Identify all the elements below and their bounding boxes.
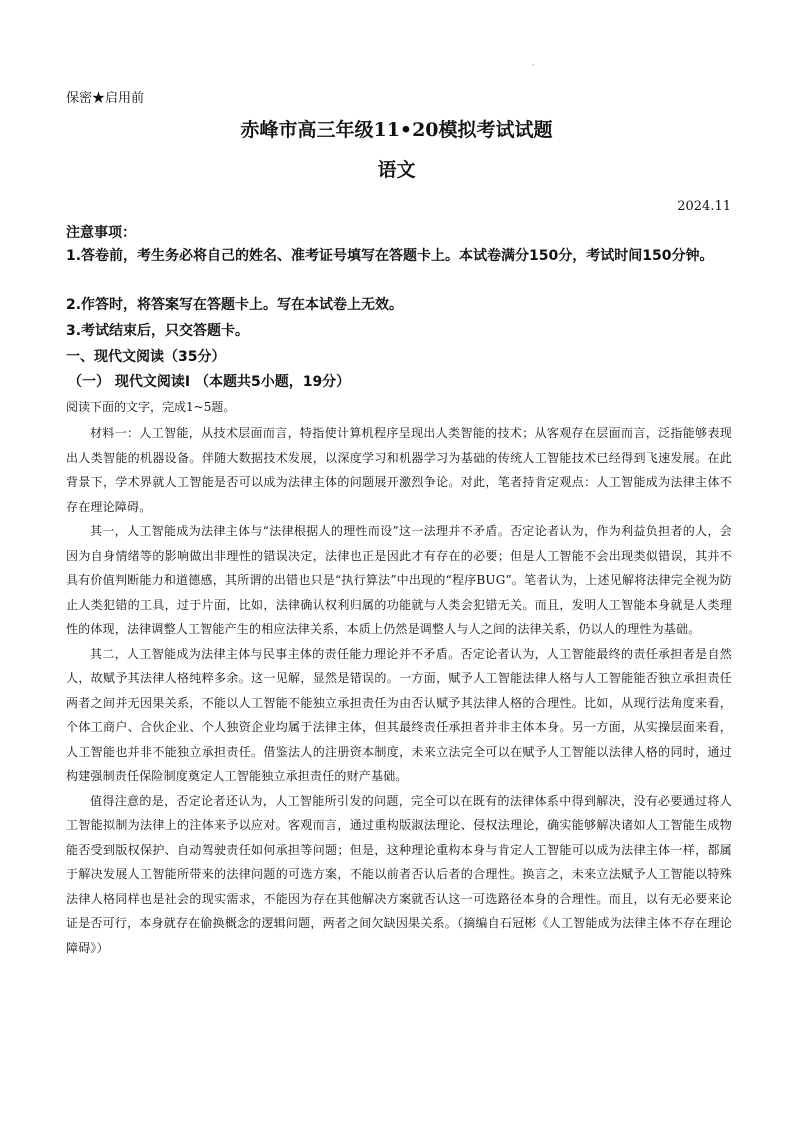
passage-paragraph-2: 其一，人工智能成为法律主体与“法律根据人的理性而设”这一法理并不矛盾。否定论者认为，作为利益负担者的人，会因为自身情绪等的影响做出非理性的错误决定，法律也正是因此才有存在的必要；但是人工智能不会出现类似错误，其并不具有价值判断能力和道德感，其所谓的出错也只是“执行算法”中出现的“程序BUG”。笔者认为，上述见解将法律完全视为防止人类犯错的工具，过于片面，比如，法律确认权利归属的功能就与人类会犯错无关。而且，发明人工智能本身就是人类理性的体现，法律调整人工智能产生的相应法律关系，本质上仍然是调整人与人之间的法律关系，仍以人的理性为基础。 [66, 524, 732, 636]
section-subtitle: （一） 现代文阅读Ⅰ （本题共5小题，19分） [68, 374, 351, 390]
scan-dot: · [532, 61, 535, 70]
notice-heading: 注意事项： [66, 225, 136, 241]
section-title: 一、现代文阅读（35分） [66, 349, 226, 365]
passage-paragraph-3: 其二，人工智能成为法律主体与民事主体的责任能力理论并不矛盾。否定论者认为，人工智能最终的责任承担者是自然人，故赋予其法律人格纯粹多余。这一见解，显然是错误的。一方面，赋予人工智能法律人格与人工智能能否独立承担责任两者之间并无因果关系，不能以人工智能不能独立承担责任为由否认赋予其法律人格的合理性。比如，从现行法角度来看，个体工商户、合伙企业、个人独资企业均属于法律主体，但其最终责任承担者并非主体本身。另一方面，从实操层面来看，人工智能也并非不能独立承担责任。借鉴法人的注册资本制度，未来立法完全可以在赋予人工智能以法律人格的同时，通过构建强制责任保险制度奠定人工智能独立承担责任的财产基础。 [66, 646, 732, 783]
passage-paragraph-1: 材料一：人工智能，从技术层面而言，特指使计算机程序呈现出人类智能的技术；从客观存在层面而言，泛指能够表现出人类智能的机器设备。伴随大数据技术发展，以深度学习和机器学习为基础的传统人工智能技术已经得到飞速发展。在此背景下，学术界就人工智能是否可以成为法律主体的问题展开激烈争论。对此，笔者持肯定观点：人工智能成为法律主体不存在理论障碍。 [66, 426, 732, 514]
notice-rule-2: 2.作答时，将答案写在答题卡上。写在本试卷上无效。 [66, 297, 404, 313]
confidential-label: 保密★启用前 [66, 91, 145, 106]
reading-passage [66, 421, 732, 960]
reading-instruction: 阅读下面的文字，完成1~5题。 [66, 400, 236, 414]
notice-rule-1: 1.答卷前，考生务必将自己的姓名、准考证号填写在答题卡上。本试卷满分150分，考试时间150分钟。 [66, 248, 714, 264]
notice-rule-3: 3.考试结束后，只交答题卡。 [66, 323, 250, 339]
exam-subject: 语文 [377, 159, 416, 181]
exam-date: 2024.11 [677, 199, 731, 214]
exam-title: 赤峰市高三年级11•20模拟考试试题 [240, 119, 553, 141]
passage-paragraph-4: 值得注意的是，否定论者还认为，人工智能所引发的问题，完全可以在既有的法律体系中得到解决，没有必要通过将人工智能拟制为法律上的注体来予以应对。客观而言，通过重构版淑法理论、侵权法理论，确实能够解决诸如人工智能生成物能否受到版权保护、自动驾驶责任如何承担等问题；但是，这种理论重构本身与肯定人工智能可以成为法律主体一样，都属于解决发展人工智能所带来的法律问题的可选方案，不能以前者否认后者的合理性。换言之，未来立法赋予人工智能以特殊法律人格同样也是社会的现实需求，不能因为存在其他解决方案就否认这一可选路径本身的合理性。而且，以有无必要来论证是否可行，本身就存在偷换概念的逻辑问题，两者之间欠缺因果关系。（摘编自石冠彬《人工智能成为法律主体不存在理论障碍》） [66, 793, 732, 955]
